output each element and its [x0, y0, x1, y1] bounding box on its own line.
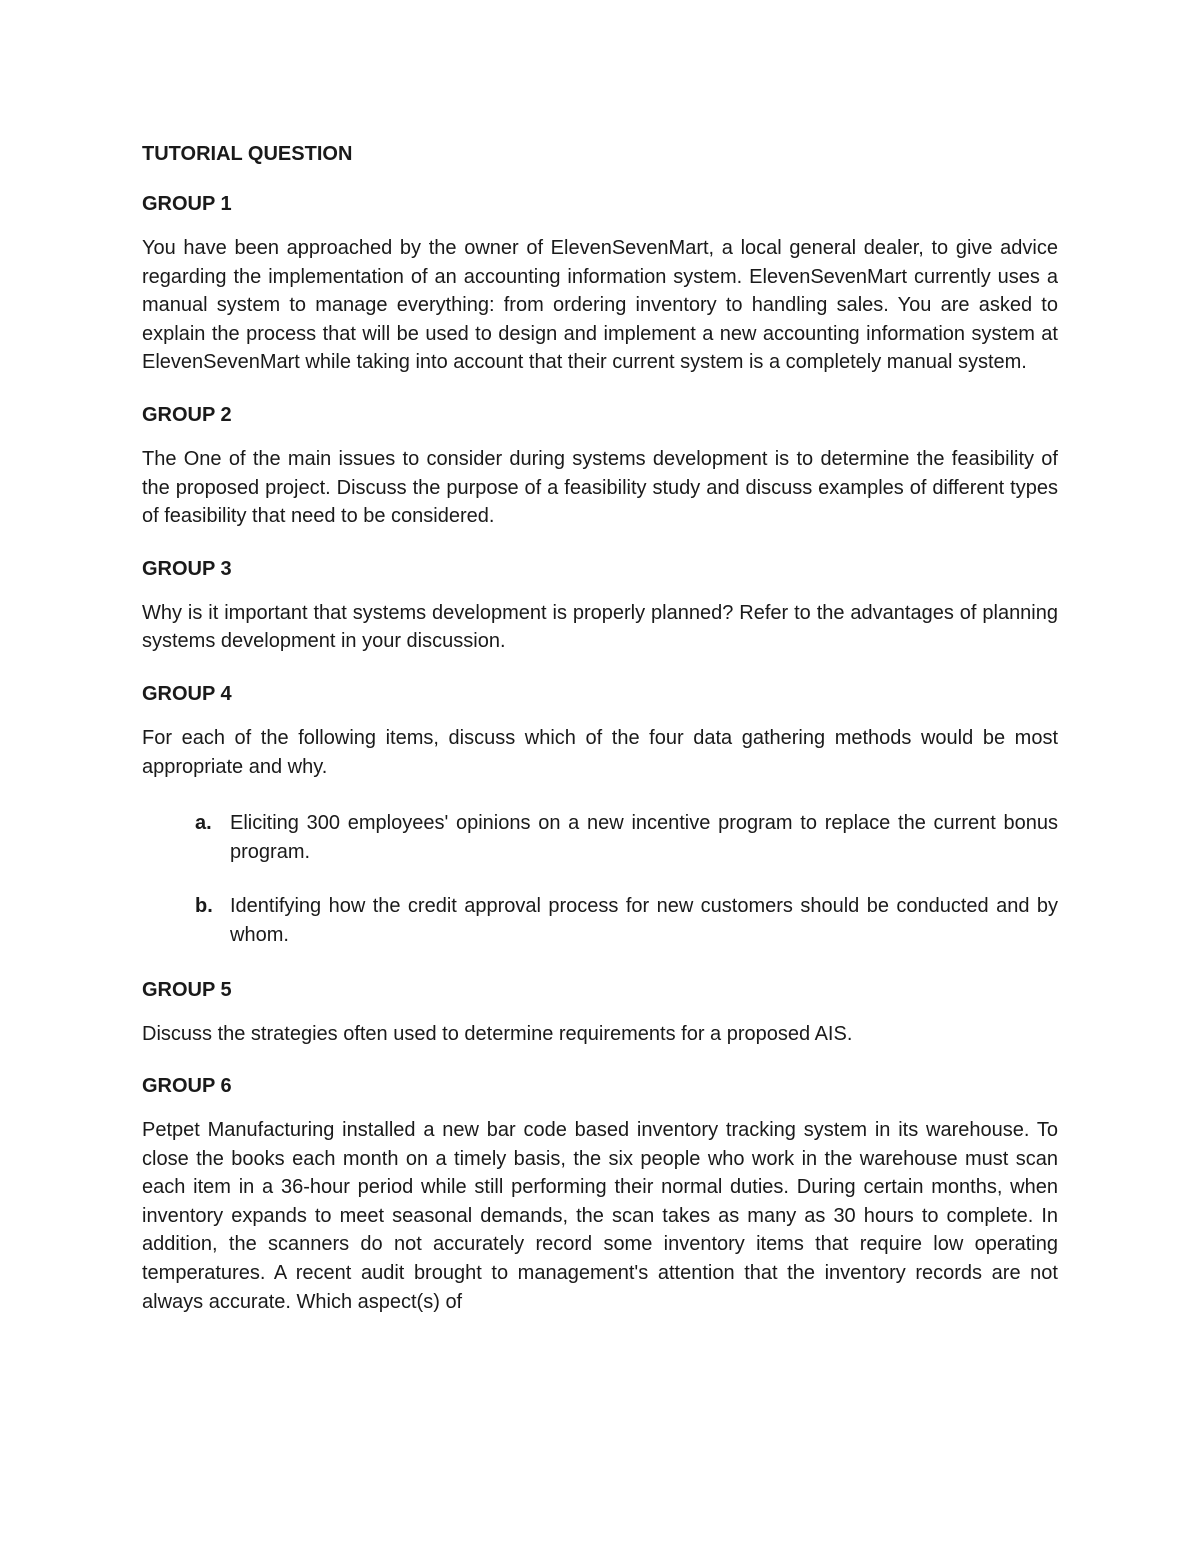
group-1-section — [142, 190, 1058, 377]
list-item-marker: a. — [195, 812, 212, 835]
group-6-heading: GROUP 6 — [142, 1075, 232, 1098]
group-5-section — [142, 976, 1058, 1049]
group-3-section — [142, 555, 1058, 656]
group-1-question: You have been approached by the owner of ElevenSevenMart, a local general dealer, to give advice regarding the implementation of an accounting information system. ElevenSevenMart currently uses a manual system to manage everything: from ordering inventory to handling sales. You are asked to explain the process that will be used to design and implement a new accounting information system at ElevenSevenMart while taking into account that their current system is a completely manual system. — [142, 237, 1058, 374]
group-2-section — [142, 401, 1058, 531]
group-5-question: Discuss the strategies often used to determine requirements for a proposed AIS. — [142, 1022, 853, 1045]
group-4-question: For each of the following items, discuss which of the four data gathering methods would be most appropriate and why. — [142, 726, 1058, 778]
list-item-marker: b. — [195, 895, 213, 918]
document-page — [142, 140, 1058, 1340]
group-4-item-list — [142, 809, 1058, 949]
group-2-heading: GROUP 2 — [142, 403, 232, 426]
group-6-question: Petpet Manufacturing installed a new bar code based inventory tracking system in its warehouse. To close the books each month on a timely basis, the six people who work in the warehouse must scan each item in a 36-hour period while still performing their normal duties. During certain months, when inventory expands to meet seasonal demands, the scan takes as many as 30 hours to complete. In addition, the scanners do not accurately record some inventory items that require low operating temperatures. A recent audit brought to management's attention that the inventory records are not always accurate. Which aspect(s) of — [142, 1119, 1058, 1313]
group-6-section — [142, 1072, 1058, 1316]
list-item — [142, 892, 1058, 949]
list-item-text: Eliciting 300 employees' opinions on a new incentive program to replace the current bonus program. — [230, 812, 1058, 863]
group-1-heading: GROUP 1 — [142, 193, 232, 215]
group-3-heading: GROUP 3 — [142, 557, 232, 580]
group-4-heading: GROUP 4 — [142, 682, 232, 705]
group-3-question: Why is it important that systems development is properly planned? Refer to the advantages of planning systems development in your discussion. — [142, 601, 1058, 653]
group-2-question: The One of the main issues to consider during systems development is to determine the feasibility of the proposed project. Discuss the purpose of a feasibility study and discuss examples of different types of feasibility that need to be considered. — [142, 447, 1058, 528]
group-5-heading: GROUP 5 — [142, 978, 232, 1001]
list-item-text: Identifying how the credit approval process for new customers should be conducted and by whom. — [230, 895, 1058, 946]
list-item — [142, 809, 1058, 866]
document-title: TUTORIAL QUESTION — [142, 143, 353, 165]
group-4-section — [142, 680, 1058, 950]
